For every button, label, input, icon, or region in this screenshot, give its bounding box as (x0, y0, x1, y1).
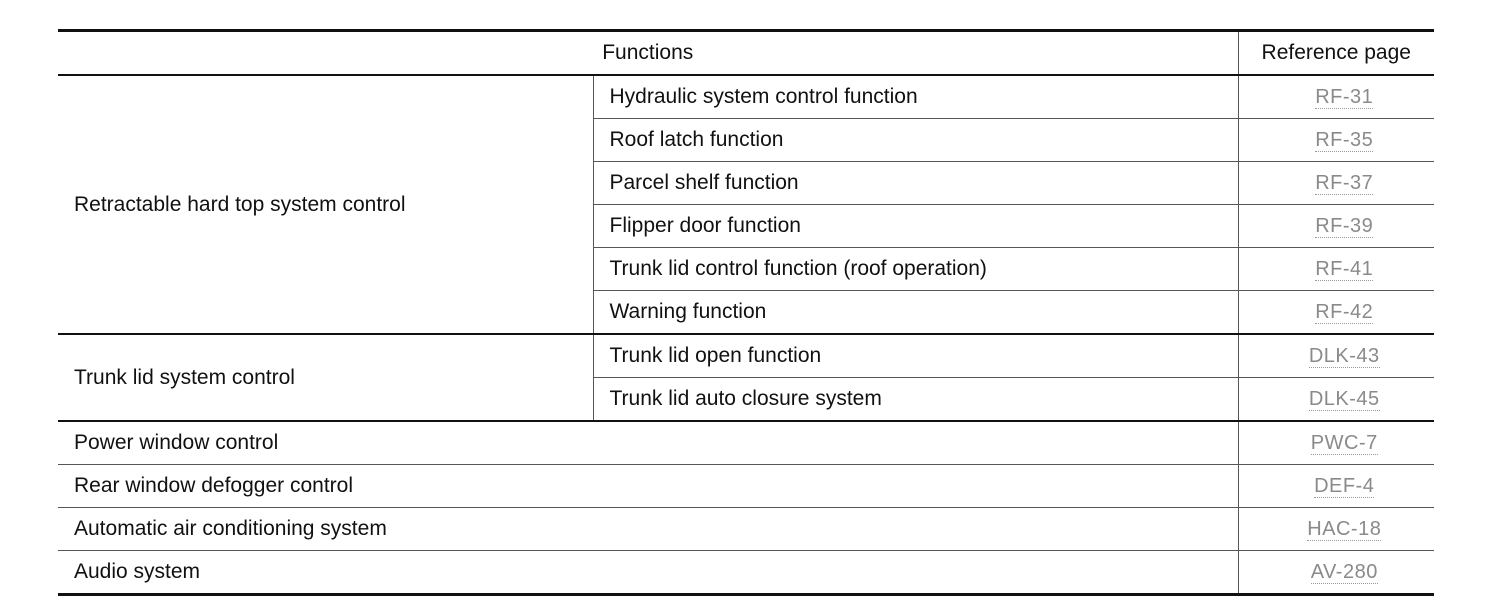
function-cell: Hydraulic system control function (593, 75, 1238, 119)
reference-link[interactable]: RF-41 (1315, 258, 1374, 280)
function-cell: Rear window defogger control (58, 465, 1238, 508)
reference-link[interactable]: RF-37 (1315, 172, 1374, 194)
function-cell: Roof latch function (593, 119, 1238, 162)
table-header-row (58, 31, 1434, 76)
function-cell: Trunk lid control function (roof operation) (593, 248, 1238, 291)
group-label-retractable-hard-top: Retractable hard top system control (58, 75, 593, 334)
reference-link[interactable]: RF-31 (1315, 86, 1374, 108)
table-row (58, 551, 1434, 595)
table-row (58, 421, 1434, 465)
functions-reference-table (58, 29, 1434, 596)
table-row (58, 75, 1434, 119)
group-label-trunk-lid: Trunk lid system control (58, 334, 593, 421)
reference-link[interactable]: HAC-18 (1307, 518, 1382, 540)
reference-link[interactable]: AV-280 (1310, 561, 1378, 583)
reference-link[interactable]: PWC-7 (1310, 432, 1378, 454)
functions-header: Functions (58, 31, 1238, 76)
reference-link[interactable]: RF-42 (1315, 301, 1374, 323)
function-cell: Power window control (58, 421, 1238, 465)
table-row (58, 334, 1434, 378)
reference-link[interactable]: DLK-45 (1308, 388, 1380, 410)
table-row (58, 465, 1434, 508)
reference-link[interactable]: RF-39 (1315, 215, 1374, 237)
reference-page-header: Reference page (1238, 31, 1434, 76)
table-row (58, 508, 1434, 551)
reference-link[interactable]: DLK-43 (1308, 345, 1380, 367)
function-cell: Trunk lid open function (593, 334, 1238, 378)
function-cell: Automatic air conditioning system (58, 508, 1238, 551)
function-cell: Trunk lid auto closure system (593, 378, 1238, 422)
function-cell: Flipper door function (593, 205, 1238, 248)
function-cell: Audio system (58, 551, 1238, 595)
reference-link[interactable]: DEF-4 (1314, 475, 1375, 497)
reference-link[interactable]: RF-35 (1315, 129, 1374, 151)
function-cell: Parcel shelf function (593, 162, 1238, 205)
function-cell: Warning function (593, 291, 1238, 335)
